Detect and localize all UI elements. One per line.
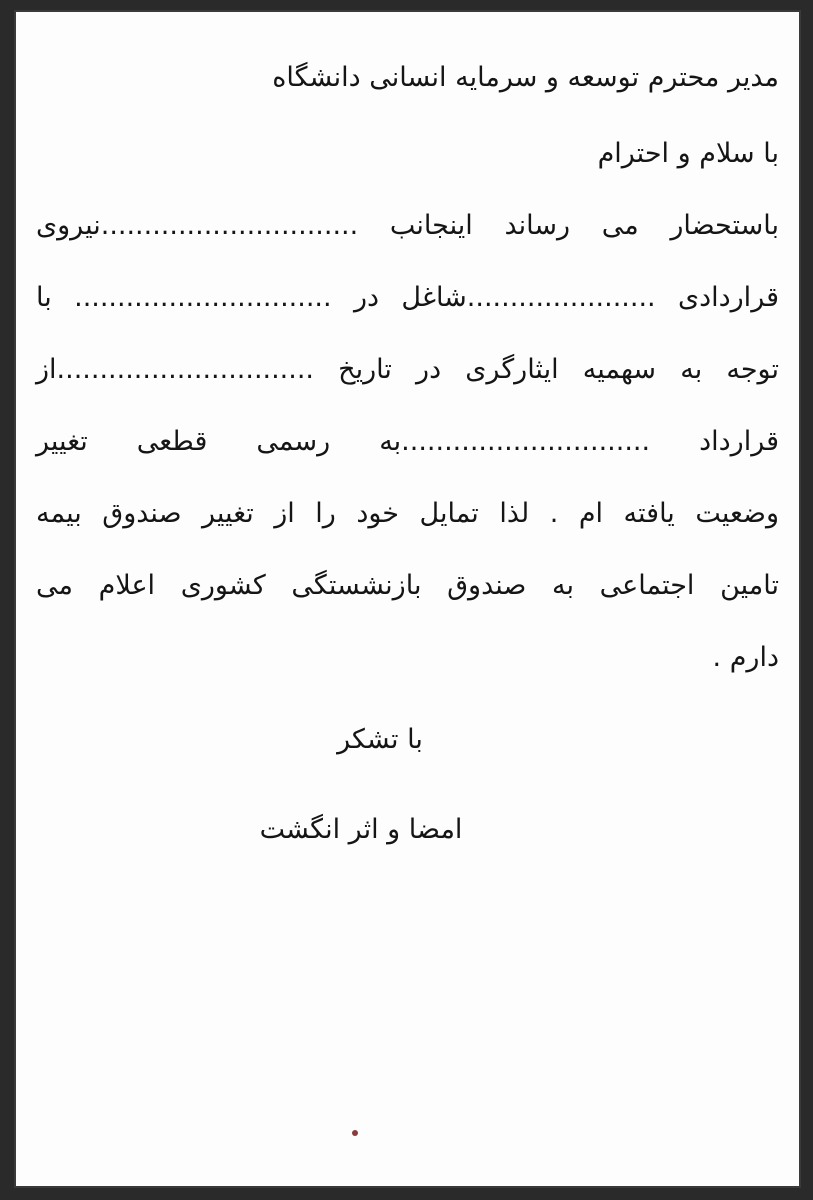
page-border-right <box>801 0 813 1200</box>
body-line-3: توجه به سهمیه ایثارگری در تاریخ ..............................از <box>36 354 779 385</box>
body-line-4: قرارداد .............................به رسمی قطعی تغییر <box>36 426 779 457</box>
page-border-top <box>0 0 813 10</box>
body-line-2: قراردادی ......................شاغل در .............................. با <box>36 282 779 313</box>
scan-speck <box>352 1130 358 1136</box>
body-line-7: دارم . <box>712 642 779 673</box>
page-border-bottom <box>0 1188 813 1200</box>
body-line-6: تامین اجتماعی به صندوق بازنشستگی کشوری اعلام می <box>36 570 779 601</box>
closing-thanks: با تشکر <box>337 724 423 755</box>
body-line-5: وضعیت یافته ام . لذا تمایل خود را از تغییر صندوق بیمه <box>36 498 779 529</box>
letter-sheet <box>14 10 801 1188</box>
signature-label: امضا و اثر انگشت <box>259 814 463 845</box>
recipient-line: مدیر محترم توسعه و سرمایه انسانی دانشگاه <box>272 62 779 93</box>
page-border-left <box>0 0 14 1200</box>
body-line-1: باستحضار می رساند اینجانب ..............................نیروی <box>36 210 779 241</box>
letter-body <box>36 42 779 694</box>
greeting-line: با سلام و احترام <box>597 138 779 169</box>
